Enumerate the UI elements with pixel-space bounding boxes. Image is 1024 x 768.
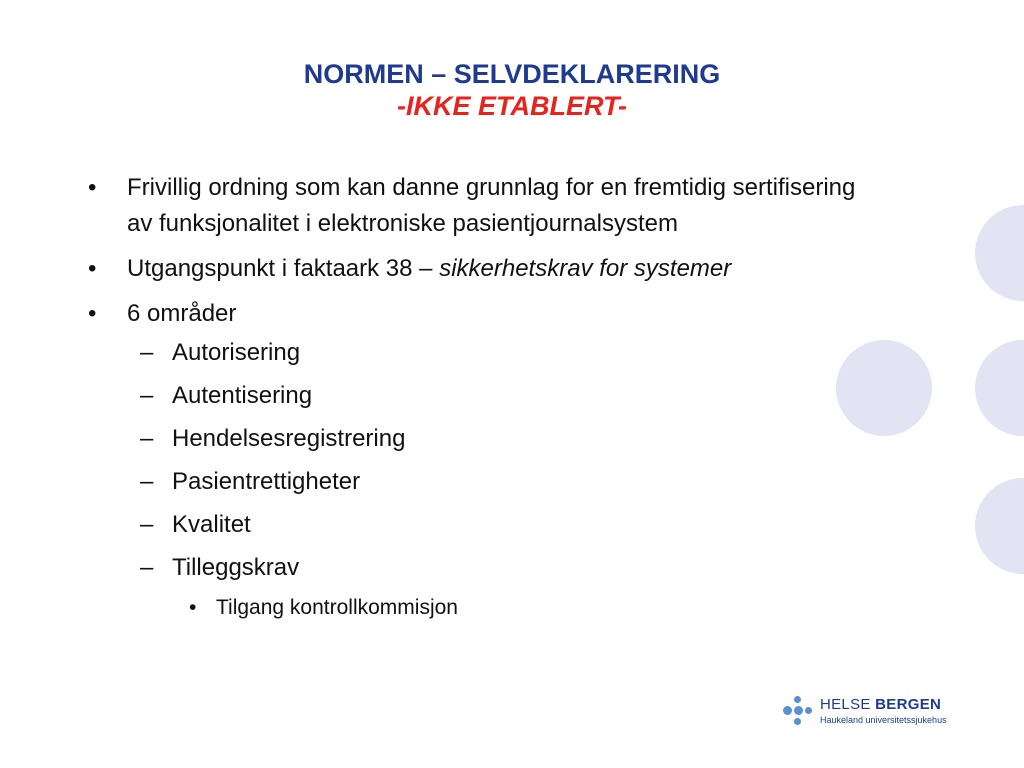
decor-circle-bottom: [975, 478, 1024, 574]
sub-item: [88, 550, 868, 586]
bullet-text: Utgangspunkt i faktaark 38 –: [127, 255, 440, 282]
sub-item: [88, 378, 868, 414]
slide-title: NORMEN – SELVDEKLARERING: [303, 59, 721, 89]
bullet-item: [88, 170, 868, 242]
bullet-list: [88, 170, 868, 627]
bullet-item: [88, 296, 868, 332]
logo-name-bold: BERGEN: [875, 696, 942, 713]
slide-subtitle: -IKKE ETABLERT-: [396, 91, 627, 121]
sub-sub-item: [88, 593, 868, 623]
sub-item-text: Hendelsesregistrering: [172, 425, 406, 452]
sub-sub-item-text: Tilgang kontrollkommisjon: [216, 596, 458, 619]
helse-bergen-logo: [780, 694, 970, 730]
dash-marker: –: [140, 554, 154, 581]
bullet-marker: •: [88, 174, 97, 201]
dash-marker: –: [140, 339, 154, 366]
sub-item-text: Autorisering: [172, 339, 301, 366]
title-block: [0, 58, 1024, 122]
bullet-text: 6 områder: [127, 300, 237, 327]
dash-marker: –: [140, 468, 154, 495]
bullet-text: Frivillig ordning som kan danne grunnlag for en fremtidig sertifisering av funksjonalitet i elektroniske pasientjournalsystem: [127, 174, 856, 237]
sub-item: [88, 421, 868, 457]
sub-item-text: Tilleggskrav: [172, 554, 300, 581]
dash-marker: –: [140, 425, 154, 452]
decor-circle-middle-right: [975, 340, 1024, 436]
sub-item-text: Autentisering: [172, 382, 313, 409]
bullet-text-italic: sikkerhetskrav for systemer: [439, 255, 732, 282]
bullet-item: [88, 251, 868, 287]
bullet-marker: •: [88, 255, 97, 282]
sub-item: [88, 464, 868, 500]
bullet-marker: •: [189, 596, 197, 619]
sub-item: [88, 335, 868, 371]
logo-tagline: Haukeland universitetssjukehus: [820, 715, 947, 725]
sub-item-text: Kvalitet: [172, 511, 251, 538]
logo-name-regular: HELSE: [820, 696, 871, 713]
sub-item-text: Pasientrettigheter: [172, 468, 361, 495]
dash-marker: –: [140, 511, 154, 538]
dash-marker: –: [140, 382, 154, 409]
sub-item: [88, 507, 868, 543]
logo-wordmark: [820, 696, 941, 713]
bullet-marker: •: [88, 300, 97, 327]
decor-circle-top: [975, 205, 1024, 301]
